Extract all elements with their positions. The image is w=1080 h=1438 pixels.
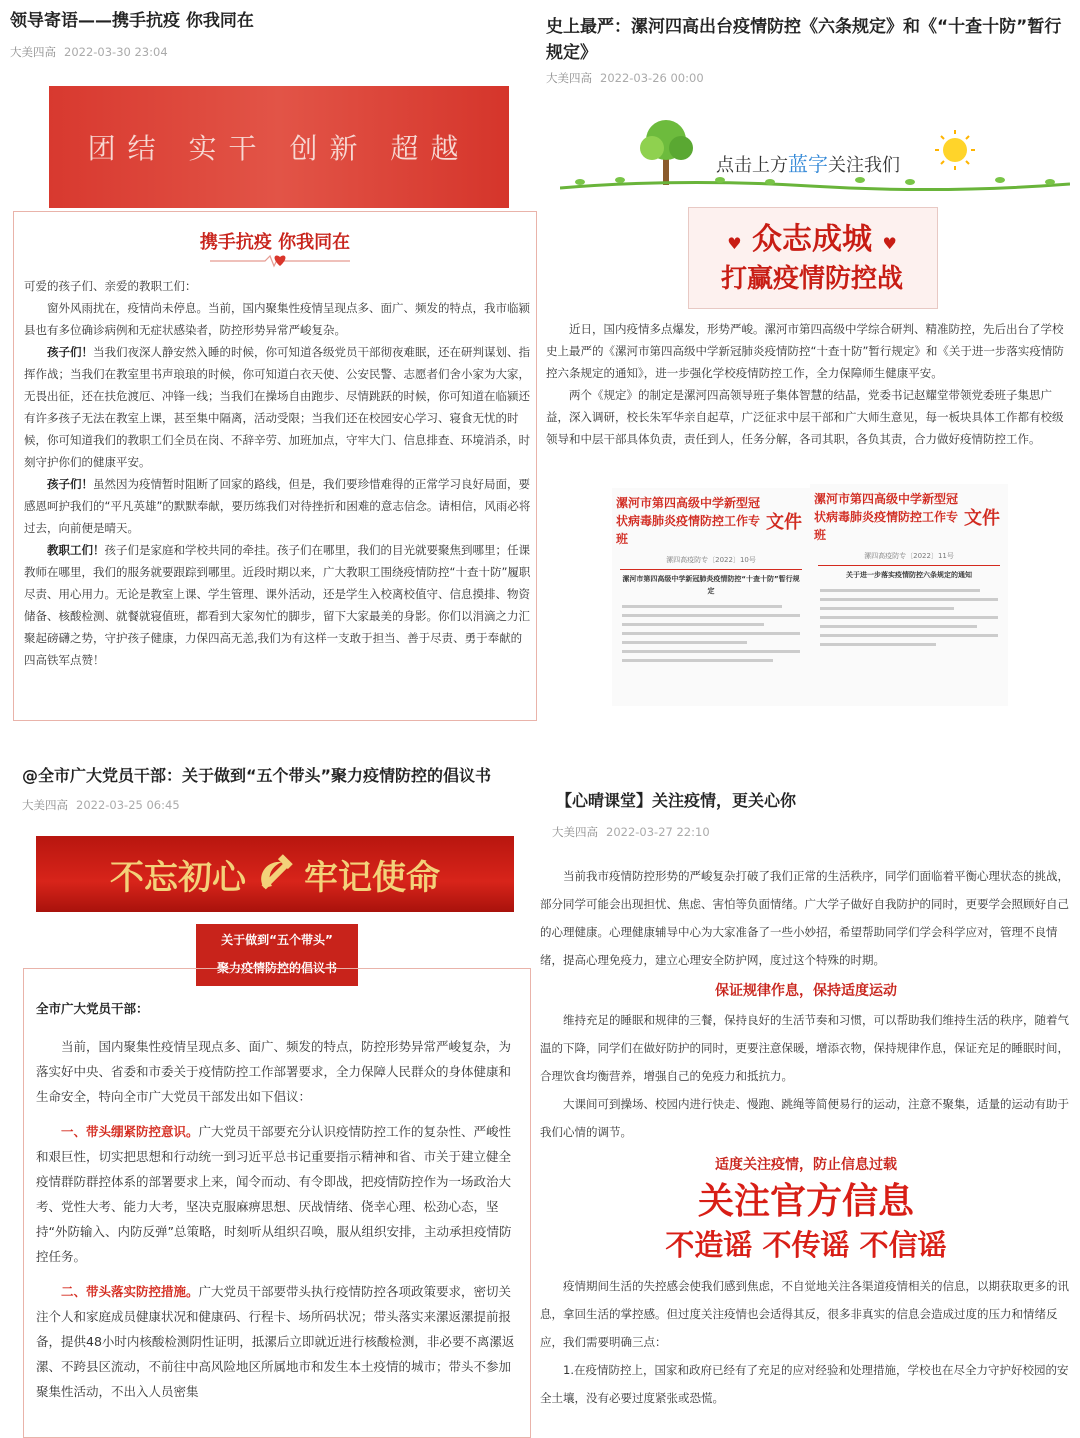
article-3-p2 <box>36 1119 518 1269</box>
p4-lead: 教职工们！ <box>47 543 105 557</box>
heartbeat-divider-icon <box>210 254 350 268</box>
article-1-source[interactable]: 大美四高 <box>10 45 56 59</box>
article-1-p1: 窗外风雨扰在，疫情尚未停息。当前，国内聚集性疫情呈现点多、面广、频发的特点，我市临颍县也有多位确诊病例和无症状感染者，防控形势异常严峻复杂。 <box>24 301 530 337</box>
follow-pre: 点击上方 <box>716 155 788 176</box>
proposal-title-2: 聚力疫情防控的倡议书 <box>216 961 337 975</box>
article-2-meta <box>546 70 704 86</box>
official-info-slogan: 关注官方信息 <box>697 1180 914 1222</box>
article-4-p1: 当前我市疫情防控形势的严峻复杂打破了我们正常的生活秩序，同学们面临着平衡心理状态的挑战，部分同学可能会出现担忧、焦虑、害怕等负面情绪。广大学子做好自我防护的同时，更要学会照顾好自己的心理健康。心理健康辅导中心为大家准备了一些小妙招，希望帮助同学们学会科学应对，管理不良情绪，提高心理免疫力，建立心理安全防护网，度过这个特殊的时期。 <box>540 869 1069 967</box>
p3-text: 虽然因为疫情暂时阻断了回家的路线，但是，我们要珍惜难得的正常学习良好局面，要感恩呵护我们的“平凡英雄”的默默奉献，要历练我们对待挫折和困难的意志信念。请相信，风雨必将过去，向前便是晴天。 <box>24 477 531 535</box>
article-1-p4 <box>24 539 532 671</box>
doc-2-tag: 文件 <box>964 508 1000 529</box>
article-3-title[interactable]: @全市广大党员干部：关于做到“五个带头”聚力疫情防控的倡议书 <box>22 766 492 785</box>
doc-1-tag: 文件 <box>766 512 802 533</box>
p3-lead: 孩子们！ <box>47 477 93 491</box>
article-4-p5: 1.在疫情防控上，国家和政府已经有了充足的应对经验和处理措施，学校也在尽全力守护好校园的安全土壤，没有必要过度紧张或恐慌。 <box>540 1363 1069 1405</box>
doc-2-no: 漯四高疫防专〔2022〕11号 <box>864 552 954 560</box>
banner-right: 牢记使命 <box>304 858 440 898</box>
heart-right-icon: ♥ <box>882 234 897 253</box>
follow-text[interactable] <box>716 148 900 177</box>
heart-left-icon: ♥ <box>727 234 742 253</box>
p4-text: 孩子们是家庭和学校共同的牵挂。孩子们在哪里，我们的目光就要聚焦到哪里；任课教师在哪里，我们的服务就要跟踪到哪里。近段时期以来，广大教职工围绕疫情防控“十查十防”履职尽责、用心用力。无论是教室上课、学生管理、课外活动，还是学生入校离校值守、信息摸排、物资储备、核酸检测、就餐就寝值班，都看到大家匆忙的脚步，留下大家最美的身影。你们以涓滴之力汇聚起磅礴之势，守护孩子健康，力保四高无恙,我们为有这样一支敢于担当、善于尽责、勇于奉献的四高铁军点赞！ <box>24 543 531 667</box>
article-2-p1: 近日，国内疫情多点爆发，形势严峻。漯河市第四高级中学综合研判、精准防控，先后出台了学校史上最严的《漯河市第四高级中学新冠肺炎疫情防控“十查十防”暂行规定》和《关于进一步落实疫情防控六条规定的通知》，进一步强化学校疫情防控工作，全力保障师生健康平安。 <box>546 322 1064 380</box>
article-4-meta <box>552 824 710 840</box>
article-2-title[interactable]: 史上最严：漯河四高出台疫情防控《六条规定》和《“十查十防”暂行规定》 <box>546 17 1062 63</box>
article-3-meta <box>22 797 180 813</box>
article-4-source[interactable]: 大美四高 <box>552 825 598 839</box>
doc-1-head: 漯河市第四高级中学新型冠状病毒肺炎疫情防控工作专班 <box>616 496 761 546</box>
article-1-p3 <box>24 473 532 539</box>
article-1-heading: 携手抗疫 你我同在 <box>199 232 351 253</box>
article-1-banner: 团结 实干 创新 超越 <box>49 86 509 208</box>
doc-thumb-1[interactable] <box>612 488 810 706</box>
article-3-body <box>36 998 518 1404</box>
poster-line-1-text: 众志成城 <box>752 222 872 257</box>
p2-lead: 孩子们！ <box>47 345 93 359</box>
article-4-h2: 适度关注疫情，防止信息过载 <box>715 1157 897 1173</box>
article-4-time: 2022-03-27 22:10 <box>606 825 710 839</box>
doc-2-head: 漯河市第四高级中学新型冠状病毒肺炎疫情防控工作专班 <box>814 492 959 542</box>
article-2-p2: 两个《规定》的制定是漯河四高领导班子集体智慧的结晶，党委书记赵耀堂带领党委班子集思广益，深入调研，校长朱军华亲自起草，广泛征求中层干部和广大师生意见，每一板块具体工作都有校级领导和中层干部具体负责，责任到人，任务分解，各司其职，各负其责，合力做好疫情防控工作。 <box>546 388 1064 446</box>
article-3-p1: 当前，国内聚集性疫情呈现点多、面广、频发的特点，防控形势异常严峻复杂，为落实好中央、省委和市委关于疫情防控工作部署要求，全力保障人民群众的身体健康和生命安全，特向全市广大党员干部发出如下倡议： <box>36 1039 512 1104</box>
article-4-p4: 疫情期间生活的失控感会使我们感到焦虑，不自觉地关注各渠道疫情相关的信息，以期获取更多的讯息，拿回生活的掌控感。但过度关注疫情也会适得其反，很多非真实的信息会造成过度的压力和情绪反应，我们需要明确三点： <box>540 1279 1069 1349</box>
article-4-p3: 大课间可到操场、校园内进行快走、慢跑、跳绳等简便易行的运动，注意不聚集，适量的运动有助于我们心情的调节。 <box>540 1097 1069 1139</box>
rumor-slogan: 不造谣 不传谣 不信谣 <box>665 1228 947 1262</box>
doc-2-title: 关于进一步落实疫情防控六条规定的通知 <box>846 571 972 579</box>
party-banner-text <box>36 850 514 899</box>
article-1-meta <box>10 44 168 60</box>
article-3-greet: 全市广大党员干部： <box>36 1001 149 1016</box>
doc-2-lines <box>820 589 998 646</box>
p2-text: 当我们夜深人静安然入睡的时候，你可知道各级党员干部彻夜难眠，还在研判谋划、指挥作战；当我们在教室里书声琅琅的时候，你可知道白衣天使、公安民警、志愿者们舍小家为大家，无畏出征，还在扶危渡厄、冲锋一线；当我们在操场自由跑步、尽情跳跃的时候，你可知道在临颍还有许多孩子无法在教室上课，甚至集中隔离，活动受限；当我们还在校园安心学习、寝食无忧的时候，你可知道我们的教职工们全员在岗、不辞辛劳、加班加点，守牢大门、信息排查、环境消杀，时刻守护你们的健康平安。 <box>24 345 530 469</box>
doc-2-rule <box>818 565 1000 566</box>
p2-lead: 一、带头绷紧防控意识。 <box>61 1124 199 1139</box>
poster-line-1 <box>688 214 936 258</box>
doc-thumb-2[interactable] <box>810 484 1008 706</box>
hammer-sickle-icon <box>252 852 298 898</box>
doc-1-rule <box>620 569 802 570</box>
article-1-body <box>24 275 532 671</box>
article-4-p2: 维持充足的睡眠和规律的三餐，保持良好的生活节奏和习惯，可以帮助我们维持生活的秩序，随着气温的下降，同学们在做好防护的同时，更要注意保暖，增添衣物，保持规律作息，保证充足的睡眠时间，合理饮食均衡营养，增强自己的免疫力和抵抗力。 <box>540 1013 1069 1083</box>
poster-line-2: 打赢疫情防控战 <box>720 264 903 294</box>
article-1-title[interactable]: 领导寄语——携手抗疫 你我同在 <box>10 11 254 31</box>
article-3-time: 2022-03-25 06:45 <box>76 798 180 812</box>
article-2-time: 2022-03-26 00:00 <box>600 71 704 85</box>
article-2-body <box>546 318 1074 450</box>
p2-text: 广大党员干部要充分认识疫情防控工作的复杂性、严峻性和艰巨性，切实把思想和行动统一到习近平总书记重要指示精神和省、市关于建立健全疫情群防群控体系的部署要求上来，闻令而动、有令即战，把疫情防控作为一场政治大考、党性大考、能力大考，坚决克服麻痹思想、厌战情绪、侥幸心理、松劲心态，坚持“外防输入、内防反弹”总策略，时刻听从组织召唤，服从组织安排，主动承担疫情防控任务。 <box>36 1124 512 1264</box>
doc-1-no: 漯四高疫防专〔2022〕10号 <box>666 556 756 564</box>
p3-text: 广大党员干部要带头执行疫情防控各项政策要求，密切关注个人和家庭成员健康状况和健康码、行程卡、场所码状况；带头落实来漯返漯提前报备，提供48小时内核酸检测阴性证明，抵漯后立即就近进行核酸检测，非必要不离漯返漯、不跨县区流动，不前往中高风险地区所属地市和发生本土疫情的城市；带头不参加聚集性活动，不出入人员密集 <box>36 1284 515 1399</box>
article-4-body <box>540 862 1072 1412</box>
article-1-p0: 可爱的孩子们、亲爱的教职工们： <box>24 279 197 293</box>
article-3-source[interactable]: 大美四高 <box>22 798 68 812</box>
proposal-title-1: 关于做到“五个带头” <box>221 933 333 947</box>
article-1-p2 <box>24 341 532 473</box>
article-2-source[interactable]: 大美四高 <box>546 71 592 85</box>
p3-lead: 二、带头落实防控措施。 <box>61 1284 199 1299</box>
banner-left: 不忘初心 <box>110 858 246 898</box>
article-1-time: 2022-03-30 23:04 <box>64 45 168 59</box>
follow-end: 关注我们 <box>828 155 900 176</box>
follow-blue: 蓝字 <box>788 152 828 176</box>
article-4-title[interactable]: 【心晴课堂】关注疫情，更关心你 <box>556 791 797 810</box>
article-4-h1: 保证规律作息，保持适度运动 <box>715 983 897 999</box>
doc-1-lines <box>622 605 800 662</box>
doc-1-title: 漯河市第四高级中学新冠肺炎疫情防控“十查十防”暂行规定 <box>622 575 800 595</box>
article-3-p3 <box>36 1279 518 1404</box>
